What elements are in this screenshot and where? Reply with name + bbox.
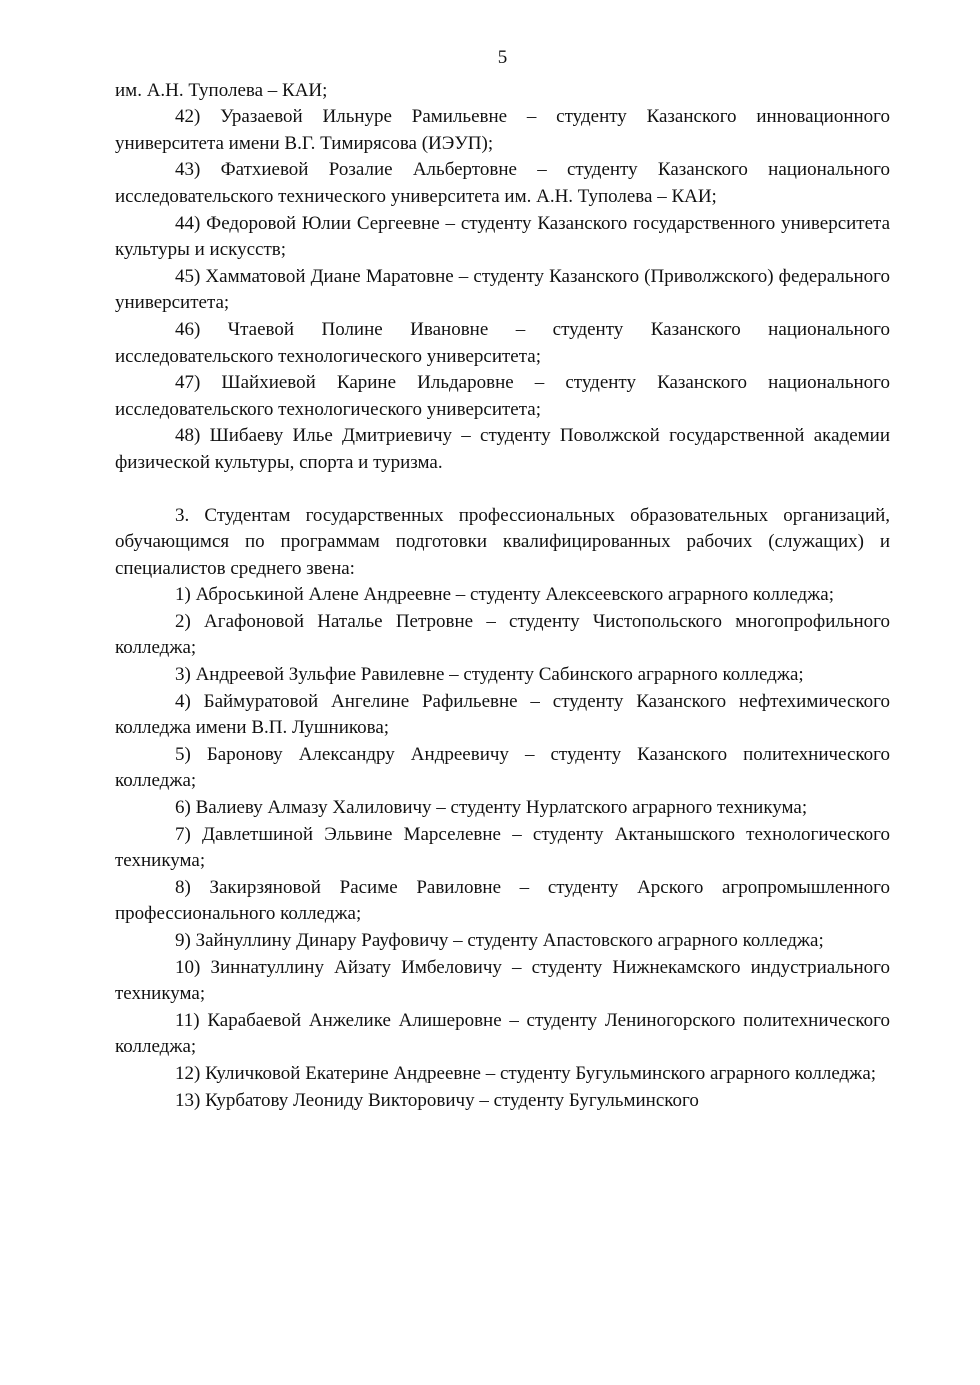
paragraph: 1) Аброськиной Алене Андреевне – студенту Алексеевского аграрного колледжа; (175, 584, 835, 606)
paragraph: 47) Шайхиевой Карине Ильдаровне – студенту Казанского национального исследовательского технологического университета; (115, 372, 890, 420)
paragraph: 9) Зайнуллину Динару Рауфовичу – студенту Апастовского аграрного колледжа; (175, 930, 824, 951)
paragraph: 42) Уразаевой Ильнуре Рамильевне – студенту Казанского инновационного университета имени В.Г. Тимирясова (ИЭУП); (115, 106, 890, 154)
document-page (115, 45, 890, 1114)
paragraph: 11) Карабаевой Анжелике Алишеровне – студенту Лениногорского политехнического колледжа; (115, 1009, 890, 1058)
paragraph: 13) Курбатову Леониду Викторовичу – студенту Бугульминского (175, 1089, 699, 1111)
paragraph: им. А.Н. Туполева – КАИ; (115, 79, 328, 101)
paragraph: 7) Давлетшиной Эльвине Марселевне – студенту Актанышского технологического техникума; (115, 823, 890, 872)
paragraph: 12) Куличковой Екатерине Андреевне – студенту Бугульминского аграрного колледжа; (175, 1062, 877, 1084)
paragraph: 5) Баронову Александру Андреевичу – студенту Казанского политехнического колледжа; (115, 743, 890, 792)
paragraph: 45) Хамматовой Диане Маратовне – студенту Казанского (Приволжского) федерального университета; (115, 265, 890, 314)
paragraph: 8) Закирзяновой Расиме Равиловне – студенту Арского агропромышленного профессионального колледжа; (115, 876, 890, 925)
paragraph: 10) Зиннатуллину Айзату Имбеловичу – студенту Нижнекамского индустриального техникума; (115, 956, 890, 1005)
paragraph: 48) Шибаеву Илье Дмитриевичу – студенту Поволжской государственной академии физической культуры, спорта и туризма. (115, 425, 890, 473)
paragraph: 44) Федоровой Юлии Сергеевне – студенту Казанского государственного университета культуры и искусств; (115, 212, 890, 261)
paragraph: 2) Агафоновой Наталье Петровне – студенту Чистопольского многопрофильного колледжа; (115, 610, 890, 659)
paragraph: 3. Студентам государственных профессиональных образовательных организаций, обучающимся по программам подготовки квалифицированных рабочих (служащих) и специалистов среднего звена: (115, 504, 890, 579)
paragraph: 3) Андреевой Зульфие Равилевне – студенту Сабинского аграрного колледжа; (175, 664, 804, 686)
paragraph: 6) Валиеву Алмазу Халиловичу – студенту Нурлатского аграрного техникума; (175, 797, 808, 819)
paragraph: 4) Баймуратовой Ангелине Рафильевне – студенту Казанского нефтехимического колледжа имени В.П. Лушникова; (115, 690, 890, 739)
paragraph: 46) Чтаевой Полине Ивановне – студенту Казанского национального исследовательского технологического университета; (115, 318, 890, 367)
page-number: 5 (497, 47, 508, 68)
paragraph: 43) Фатхиевой Розалие Альбертовне – студенту Казанского национального исследовательского технического университета им. А.Н. Туполева – КАИ; (115, 159, 890, 207)
